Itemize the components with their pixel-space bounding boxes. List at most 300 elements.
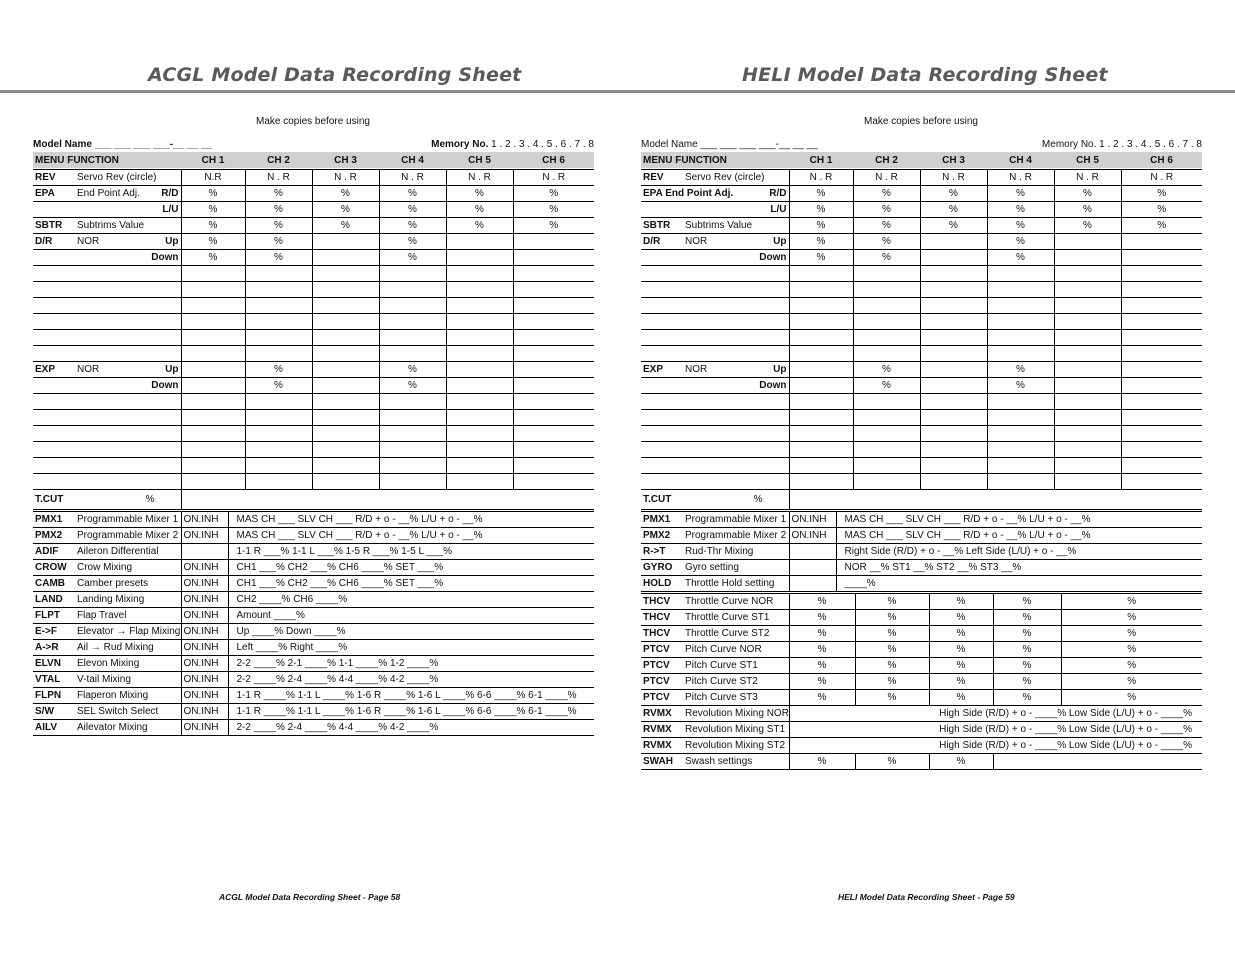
ch-value	[853, 426, 920, 442]
ch-value	[513, 394, 594, 410]
row-sub	[145, 394, 181, 410]
mix-function: Crow Mixing	[75, 560, 181, 576]
ch-value	[1054, 250, 1121, 266]
curve-point: %	[929, 594, 993, 610]
right-footer: HELI Model Data Recording Sheet - Page 59	[838, 892, 1015, 902]
ch-value: N . R	[987, 170, 1054, 186]
mix-code: GYRO	[641, 560, 683, 576]
mix-settings: MAS CH ___ SLV CH ___ R/D + o - __% L/U + o - __%	[836, 512, 1202, 528]
mix-onoff: ON.INH	[181, 656, 228, 672]
curve-point: %	[789, 674, 855, 690]
curve-point: %	[993, 610, 1061, 626]
mix-code: R->T	[641, 544, 683, 560]
ch-value	[312, 234, 379, 250]
ch-value	[446, 442, 513, 458]
mix-code: LAND	[33, 592, 75, 608]
ch-value: %	[853, 218, 920, 234]
mix-row	[33, 704, 594, 720]
row-function: Servo Rev (circle)	[75, 170, 145, 186]
mix-settings: Right Side (R/D) + o - __% Left Side (L/U) + o - __%	[836, 544, 1202, 560]
ch-value: N . R	[513, 170, 594, 186]
mix-function: Gyro setting	[683, 560, 789, 576]
tcut-row	[33, 490, 594, 510]
row-code	[641, 282, 683, 298]
curve-function: Pitch Curve ST2	[683, 674, 789, 690]
mix-function: Landing Mixing	[75, 592, 181, 608]
ch-value: %	[181, 218, 245, 234]
ch-value: %	[181, 250, 245, 266]
curve-point: %	[855, 690, 929, 706]
row-code: T.CUT	[641, 490, 683, 510]
ch-value	[1121, 234, 1202, 250]
table-row	[33, 362, 594, 378]
table-row	[33, 314, 594, 330]
row-code	[641, 314, 683, 330]
rvmx-row	[641, 706, 1202, 722]
mix-code: CROW	[33, 560, 75, 576]
rvmx-settings: High Side (R/D) + o - ____% Low Side (L/U) + o - ____%	[789, 722, 1202, 738]
ch-value	[312, 378, 379, 394]
ch-value	[513, 234, 594, 250]
curve-point: %	[929, 690, 993, 706]
rvmx-row	[641, 722, 1202, 738]
curve-point: %	[929, 610, 993, 626]
right-page-title: HELI Model Data Recording Sheet	[742, 64, 1108, 86]
ch-value: %	[245, 362, 312, 378]
row-code	[641, 202, 683, 218]
ch-value	[1121, 346, 1202, 362]
curve-point: %	[1061, 610, 1202, 626]
mix-onoff: ON.INH	[181, 592, 228, 608]
curve-code: THCV	[641, 610, 683, 626]
mix-function: Camber presets	[75, 576, 181, 592]
ch-value: %	[789, 186, 853, 202]
table-row	[33, 234, 594, 250]
mix-onoff	[789, 576, 836, 592]
ch-value	[1121, 362, 1202, 378]
curve-point: %	[855, 674, 929, 690]
ch-value	[379, 410, 446, 426]
ch-value	[853, 266, 920, 282]
ch-value: %	[853, 362, 920, 378]
row-function: NOR	[75, 362, 145, 378]
row-code	[33, 458, 75, 474]
ch-value	[1121, 330, 1202, 346]
swah-blank	[993, 754, 1202, 770]
row-sub	[145, 218, 181, 234]
ch-value	[245, 266, 312, 282]
ch-value	[1054, 458, 1121, 474]
ch-value	[1054, 410, 1121, 426]
row-code	[641, 458, 683, 474]
row-code	[641, 426, 683, 442]
mix-code: AILV	[33, 720, 75, 736]
row-code: REV	[641, 170, 683, 186]
ch-value: %	[1121, 186, 1202, 202]
row-code	[33, 474, 75, 490]
curve-row	[641, 690, 1202, 706]
mix-function: Programmable Mixer 1	[683, 512, 789, 528]
ch-value	[379, 394, 446, 410]
row-sub: R/D	[753, 186, 789, 202]
rvmx-code: RVMX	[641, 706, 683, 722]
ch-value	[920, 282, 987, 298]
ch-value	[513, 362, 594, 378]
ch-value	[1054, 362, 1121, 378]
ch-value	[920, 426, 987, 442]
row-sub: Down	[145, 250, 181, 266]
ch-value: %	[920, 202, 987, 218]
ch-value	[513, 442, 594, 458]
mix-code: S/W	[33, 704, 75, 720]
ch-value	[1054, 330, 1121, 346]
ch-value: %	[513, 202, 594, 218]
left-copies-note: Make copies before using	[256, 116, 370, 127]
row-function	[683, 378, 753, 394]
ch-value: %	[987, 378, 1054, 394]
mix-settings: Up ____% Down ____%	[228, 624, 594, 640]
row-function	[75, 298, 145, 314]
table-row	[641, 186, 1202, 202]
mix-onoff: ON.INH	[181, 688, 228, 704]
row-function	[683, 298, 753, 314]
ch-value	[1054, 474, 1121, 490]
model-name-field: Model Name ___ ___ ___ ___-__ __ __	[33, 139, 213, 150]
ch-value: N . R	[446, 170, 513, 186]
ch-value	[379, 426, 446, 442]
mix-row	[33, 672, 594, 688]
ch-value	[513, 346, 594, 362]
header-ch1: CH 1	[789, 152, 853, 168]
mix-row	[641, 560, 1202, 576]
row-code: SBTR	[33, 218, 75, 234]
mix-row	[33, 592, 594, 608]
row-code	[33, 330, 75, 346]
curve-point: %	[929, 626, 993, 642]
row-function	[75, 330, 145, 346]
curve-point: %	[1061, 594, 1202, 610]
curve-function: Pitch Curve ST3	[683, 690, 789, 706]
mix-onoff: ON.INH	[181, 624, 228, 640]
mix-code: PMX1	[33, 512, 75, 528]
ch-value	[513, 298, 594, 314]
ch-value	[446, 362, 513, 378]
row-code	[641, 298, 683, 314]
ch-value	[853, 282, 920, 298]
header-ch1: CH 1	[181, 152, 245, 168]
rvmx-function: Revolution Mixing ST1	[683, 722, 789, 738]
ch-value	[789, 378, 853, 394]
row-function	[683, 202, 753, 218]
table-header	[641, 152, 1202, 168]
ch-value	[446, 250, 513, 266]
ch-value	[245, 298, 312, 314]
ch-value	[245, 346, 312, 362]
ch-value: %	[920, 218, 987, 234]
ch-value	[987, 266, 1054, 282]
ch-value	[1121, 298, 1202, 314]
ch-value	[312, 250, 379, 266]
ch-value	[987, 458, 1054, 474]
ch-value	[1121, 314, 1202, 330]
ch-value: %	[1054, 218, 1121, 234]
ch-value	[853, 330, 920, 346]
ch-value	[789, 410, 853, 426]
row-function	[75, 314, 145, 330]
row-sub	[753, 426, 789, 442]
row-function	[683, 442, 753, 458]
mix-function: V-tail Mixing	[75, 672, 181, 688]
ch-value	[920, 378, 987, 394]
mix-code: E->F	[33, 624, 75, 640]
curve-table	[641, 592, 1202, 770]
table-row	[33, 474, 594, 490]
table-row	[641, 298, 1202, 314]
ch-value: %	[379, 362, 446, 378]
ch-value	[853, 394, 920, 410]
rvmx-function: Revolution Mixing NOR	[683, 706, 789, 722]
row-sub: L/U	[145, 202, 181, 218]
curve-point: %	[789, 642, 855, 658]
header-ch3: CH 3	[312, 152, 379, 168]
ch-value: %	[446, 202, 513, 218]
row-code: SBTR	[641, 218, 683, 234]
mix-settings: 1-1 R ____% 1-1 L ____% 1-6 R ____% 1-6 L ____% 6-6 ____% 6-1 ____%	[228, 704, 594, 720]
ch-value	[379, 266, 446, 282]
table-row	[641, 218, 1202, 234]
swah-row	[641, 754, 1202, 770]
ch-value	[920, 474, 987, 490]
row-function	[683, 250, 753, 266]
ch-value	[987, 394, 1054, 410]
ch-value: %	[853, 378, 920, 394]
ch-value: N.R	[181, 170, 245, 186]
mix-settings: ____%	[836, 576, 1202, 592]
ch-value	[181, 362, 245, 378]
ch-value	[789, 346, 853, 362]
ch-value	[1054, 426, 1121, 442]
ch-value	[181, 266, 245, 282]
memory-values: 1 . 2 . 3 . 4 . 5 . 6 . 7 . 8	[488, 139, 594, 150]
rvmx-code: RVMX	[641, 722, 683, 738]
rvmx-settings: High Side (R/D) + o - ____% Low Side (L/U) + o - ____%	[789, 706, 1202, 722]
ch-value	[1054, 346, 1121, 362]
ch-value	[1121, 410, 1202, 426]
ch-value	[920, 314, 987, 330]
ch-value	[920, 394, 987, 410]
curve-point: %	[929, 642, 993, 658]
row-function	[683, 266, 753, 282]
ch-value: %	[987, 250, 1054, 266]
row-function	[75, 426, 145, 442]
mix-row	[33, 560, 594, 576]
ch-value: %	[853, 234, 920, 250]
ch-value: %	[245, 378, 312, 394]
curve-point: %	[789, 658, 855, 674]
row-function	[75, 346, 145, 362]
ch-value	[312, 346, 379, 362]
row-function: NOR	[683, 234, 753, 250]
ch-value	[987, 330, 1054, 346]
mix-settings: CH2 ____% CH6 ____%	[228, 592, 594, 608]
mix-onoff: ON.INH	[181, 528, 228, 544]
table-row	[33, 330, 594, 346]
ch-value	[181, 378, 245, 394]
ch-value	[245, 442, 312, 458]
curve-row	[641, 642, 1202, 658]
header-ch6: CH 6	[1121, 152, 1202, 168]
ch-value	[379, 346, 446, 362]
ch-value	[181, 426, 245, 442]
ch-value	[379, 474, 446, 490]
mix-row	[33, 688, 594, 704]
table-row	[33, 410, 594, 426]
mix-function: Aileron Differential	[75, 544, 181, 560]
ch-value: %	[245, 186, 312, 202]
ch-value	[513, 458, 594, 474]
ch-value	[312, 362, 379, 378]
curve-point: %	[789, 690, 855, 706]
mix-onoff: ON.INH	[789, 512, 836, 528]
ch-value: N . R	[1121, 170, 1202, 186]
ch-value	[245, 330, 312, 346]
ch-value	[920, 330, 987, 346]
ch-value	[513, 410, 594, 426]
row-function	[75, 282, 145, 298]
table-row	[641, 442, 1202, 458]
ch-value	[245, 314, 312, 330]
mix-function: SEL Switch Select	[75, 704, 181, 720]
row-sub	[753, 330, 789, 346]
table-row	[33, 186, 594, 202]
row-sub	[145, 282, 181, 298]
ch-value	[920, 362, 987, 378]
row-code	[33, 378, 75, 394]
row-code: EXP	[33, 362, 75, 378]
ch-value	[446, 266, 513, 282]
ch-value	[181, 282, 245, 298]
mix-row	[641, 512, 1202, 528]
row-function: Subtrims Value	[683, 218, 753, 234]
ch-value: %	[987, 362, 1054, 378]
curve-code: PTCV	[641, 658, 683, 674]
row-sub	[145, 266, 181, 282]
header-ch2: CH 2	[245, 152, 312, 168]
row-code	[641, 394, 683, 410]
ch-value	[1121, 442, 1202, 458]
ch-value	[379, 298, 446, 314]
ch-value	[181, 298, 245, 314]
header-ch3: CH 3	[920, 152, 987, 168]
mix-code: ADIF	[33, 544, 75, 560]
ch-value: %	[1054, 202, 1121, 218]
ch-value	[1054, 314, 1121, 330]
ch-value	[853, 442, 920, 458]
ch-value	[789, 458, 853, 474]
row-function	[683, 330, 753, 346]
curve-row	[641, 658, 1202, 674]
ch-value: %	[379, 250, 446, 266]
ch-value: %	[853, 186, 920, 202]
mix-row	[641, 576, 1202, 592]
ch-value: %	[920, 186, 987, 202]
ch-value	[513, 282, 594, 298]
ch-value	[789, 362, 853, 378]
row-sub	[145, 330, 181, 346]
row-sub: L/U	[753, 202, 789, 218]
mix-function: Elevon Mixing	[75, 656, 181, 672]
swah-point: %	[929, 754, 993, 770]
ch-value	[1054, 442, 1121, 458]
ch-value	[379, 442, 446, 458]
ch-value	[1054, 234, 1121, 250]
mix-settings: CH1 ___% CH2 ___% CH6 ____% SET ___%	[228, 560, 594, 576]
curve-function: Throttle Curve ST1	[683, 610, 789, 626]
table-row	[33, 266, 594, 282]
ch-value	[446, 474, 513, 490]
ch-value: %	[987, 234, 1054, 250]
row-sub: Down	[753, 250, 789, 266]
ch-value	[446, 346, 513, 362]
ch-value: %	[379, 378, 446, 394]
row-sub	[145, 298, 181, 314]
mix-settings: 2-2 ____% 2-1 ____% 1-1 ____% 1-2 ____%	[228, 656, 594, 672]
curve-point: %	[855, 642, 929, 658]
row-function	[75, 442, 145, 458]
mix-settings: 2-2 ____% 2-4 ____% 4-4 ____% 4-2 ____%	[228, 720, 594, 736]
heli-sheet	[641, 138, 1202, 770]
tcut-percent: %	[683, 490, 789, 510]
ch-value	[181, 330, 245, 346]
row-code	[641, 474, 683, 490]
ch-value	[1121, 250, 1202, 266]
ch-value	[1054, 282, 1121, 298]
table-row	[641, 346, 1202, 362]
ch-value	[1121, 458, 1202, 474]
ch-value	[446, 282, 513, 298]
row-code: REV	[33, 170, 75, 186]
mix-function: Flaperon Mixing	[75, 688, 181, 704]
curve-code: THCV	[641, 626, 683, 642]
curve-row	[641, 674, 1202, 690]
ch-value	[789, 330, 853, 346]
mix-row	[33, 640, 594, 656]
ch-value: %	[853, 250, 920, 266]
ch-value	[920, 234, 987, 250]
mix-function: Programmable Mixer 2	[75, 528, 181, 544]
ch-value	[181, 442, 245, 458]
acgl-sheet	[33, 138, 594, 736]
ch-value: %	[379, 186, 446, 202]
rvmx-row	[641, 738, 1202, 754]
mix-code: PMX1	[641, 512, 683, 528]
ch-value: %	[987, 186, 1054, 202]
curve-row	[641, 610, 1202, 626]
table-row	[641, 410, 1202, 426]
ch-value: %	[181, 186, 245, 202]
channel-table	[33, 152, 594, 510]
tcut-percent: %	[75, 490, 181, 510]
tcut-blank	[789, 490, 1202, 510]
curve-point: %	[993, 690, 1061, 706]
mix-code: A->R	[33, 640, 75, 656]
ch-value	[920, 298, 987, 314]
ch-value	[853, 346, 920, 362]
row-code: T.CUT	[33, 490, 75, 510]
ch-value: %	[789, 250, 853, 266]
row-code	[641, 410, 683, 426]
ch-value	[312, 426, 379, 442]
